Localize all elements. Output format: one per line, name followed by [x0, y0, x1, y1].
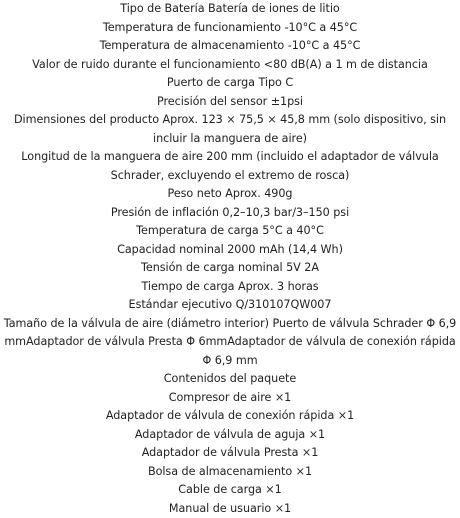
spec-charging-temperature: Temperatura de carga 5°C a 40°C: [2, 222, 458, 241]
spec-valve-size: Tamaño de la válvula de aire (diámetro interior) Puerto de válvula Schrader Φ 6,9 mmAdaptador de válvula Presta Φ 6mmAdaptador de válvula de conexión rápida Φ 6,9 mm: [2, 315, 458, 371]
spec-rated-capacity: Capacidad nominal 2000 mAh (14,4 Wh): [2, 241, 458, 260]
spec-battery-type: Tipo de Batería Batería de iones de litio: [2, 0, 458, 19]
spec-charging-voltage: Tensión de carga nominal 5V 2A: [2, 259, 458, 278]
package-item: Adaptador de válvula de aguja ×1: [2, 426, 458, 445]
spec-hose-length: Longitud de la manguera de aire 200 mm (incluido el adaptador de válvula Schrader, excluyendo el extremo de rosca): [2, 148, 458, 185]
spec-charging-port: Puerto de carga Tipo C: [2, 74, 458, 93]
spec-operating-temperature: Temperatura de funcionamiento -10°C a 45°C: [2, 19, 458, 38]
package-heading: Contenidos del paquete: [2, 370, 458, 389]
spec-inflation-pressure: Presión de inflación 0,2–10,3 bar/3–150 psi: [2, 204, 458, 223]
spec-executive-standard: Estándar ejecutivo Q/310107QW007: [2, 296, 458, 315]
package-item: Adaptador de válvula de conexión rápida ×1: [2, 407, 458, 426]
package-item: Adaptador de válvula Presta ×1: [2, 444, 458, 463]
spec-noise-level: Valor de ruido durante el funcionamiento <80 dB(A) a 1 m de distancia: [2, 56, 458, 75]
spec-net-weight: Peso neto Aprox. 490g: [2, 185, 458, 204]
spec-charging-time: Tiempo de carga Aprox. 3 horas: [2, 278, 458, 297]
spec-sensor-accuracy: Precisión del sensor ±1psi: [2, 93, 458, 112]
package-item: Cable de carga ×1: [2, 481, 458, 500]
package-item: Manual de usuario ×1: [2, 500, 458, 518]
package-item: Compresor de aire ×1: [2, 389, 458, 408]
package-item: Bolsa de almacenamiento ×1: [2, 463, 458, 482]
spec-dimensions: Dimensiones del producto Aprox. 123 × 75,5 × 45,8 mm (solo dispositivo, sin incluir la manguera de aire): [2, 111, 458, 148]
spec-storage-temperature: Temperatura de almacenamiento -10°C a 45°C: [2, 37, 458, 56]
